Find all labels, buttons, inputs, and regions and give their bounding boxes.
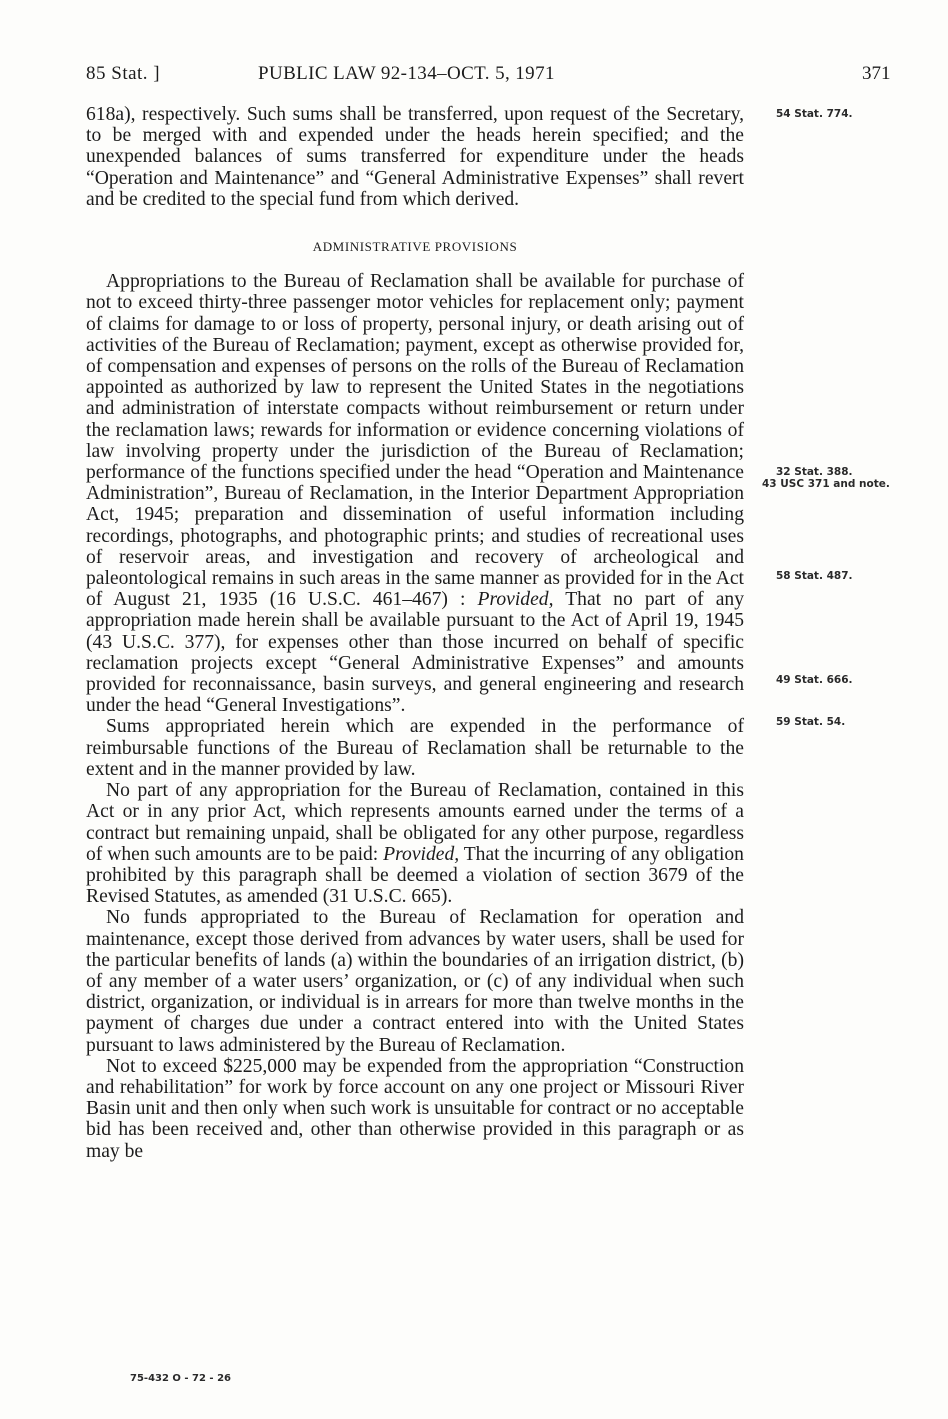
margin-note-59-stat: 59 Stat. 54.	[776, 716, 846, 728]
paragraph-text: No part of any appropriation for the Bureau of Reclamation, contained in this Act or in any prior Act, which represents amounts earned under the terms of a contract but remaining unpaid, shall be obligated for any other purpose, regardless of when such amounts are to be paid:	[86, 780, 744, 865]
paragraph-no-part	[86, 780, 744, 907]
stat-reference: 85 Stat. ]	[86, 63, 161, 84]
paragraph-continuation: 618a), respectively. Such sums shall be transferred, upon request of the Secretary, to be merged with and expended under the heads herein specified; and the unexpended balances of sums transferred for expenditure under the heads “Operation and Maintenance” and “General Administrative Expenses” shall revert and be credited to the special fund from which derived.	[86, 104, 744, 210]
main-text	[86, 104, 744, 1162]
provided-italic: Provided,	[383, 843, 460, 865]
paragraph-text: That no part of any appropriation made herein shall be available pursuant to the Act of April 19, 1945 (43 U.S.C. 377), for expenses other than those incurred on behalf of specific reclamation projects except “General Administrative Expenses” and amounts provided for reconnaissance, basin surveys, and general engineering and research under the head “General Investigations”.	[86, 589, 745, 717]
paragraph-text: That the incurring of any obligation prohibited by this paragraph shall be deemed a violation of section 3679 of the Revised Statutes, as amended (31 U.S.C. 665).	[86, 843, 744, 908]
margin-note-49-stat: 49 Stat. 666.	[776, 674, 853, 686]
paragraph-no-funds: No funds appropriated to the Bureau of Reclamation for operation and maintenance, except those derived from advances by water users, shall be used for the particular benefits of lands (a) within the boundaries of an irrigation district, (b) of any member of a water users’ organization, or (c) of any individual when such district, organization, or individual is in arrears for more than twelve months in the payment of charges due under a contract entered into with the United States pursuant to laws administered by the Bureau of Reclamation.	[86, 907, 744, 1056]
page-number: 371	[862, 63, 891, 84]
provided-italic: Provided,	[477, 589, 554, 611]
paragraph-not-to-exceed: Not to exceed $225,000 may be expended from the appropriation “Construction and rehabilitation” for work by force account on any one project or Missouri River Basin unit and then only when such work is unsuitable for contract or no acceptable bid has been received and, other than otherwise provided in this paragraph or as may be	[86, 1055, 744, 1162]
section-heading: ADMINISTRATIVE PROVISIONS	[312, 239, 518, 255]
paragraph-sums: Sums appropriated herein which are expended in the performance of reimbursable functions of the Bureau of Reclamation shall be returnable to the extent and in the manner provided by law.	[86, 716, 744, 780]
paragraph-appropriations	[86, 271, 744, 716]
margin-note-58-stat: 58 Stat. 487.	[776, 570, 853, 582]
paragraph-text: Appropriations to the Bureau of Reclamation shall be available for purchase of not to exceed thirty-three passenger motor vehicles for replacement only; payment of claims for damage to or loss of property, personal injury, or death arising out of activities of the Bureau of Reclamation; payment, except as otherwise provided for, of compensation and expenses of persons on the rolls of the Bureau of Reclamation appointed as authorized by law to represent the United States in the negotiations and administration of interstate compacts without reimbursement or return under the reclamation laws; rewards for information or evidence concerning violations of law involving property under the jurisdiction of the Bureau of Reclamation; performance of the functions specified under the head “Operation and Maintenance Administration”, Bureau of Reclamation, in the Interior Department Appropriation Act, 1945; preparation and dissemination of useful information including recordings, photographs, and photographic prints; and studies of recreational uses of reservoir areas, and investigation and recovery of archeological and paleontological remains in such areas in the same manner as provided for in the Act of August 21, 1935 (16 U.S.C. 461–467) :	[86, 271, 744, 611]
margin-note-54-stat: 54 Stat. 774.	[776, 108, 853, 120]
page-title: PUBLIC LAW 92-134–OCT. 5, 1971	[258, 63, 555, 84]
margin-note-32-stat: 32 Stat. 388.	[776, 466, 853, 478]
margin-note-43-usc: 43 USC 371 and note.	[762, 478, 890, 490]
print-code-footer: 75-432 O - 72 - 26	[130, 1373, 231, 1384]
running-header	[0, 63, 948, 89]
